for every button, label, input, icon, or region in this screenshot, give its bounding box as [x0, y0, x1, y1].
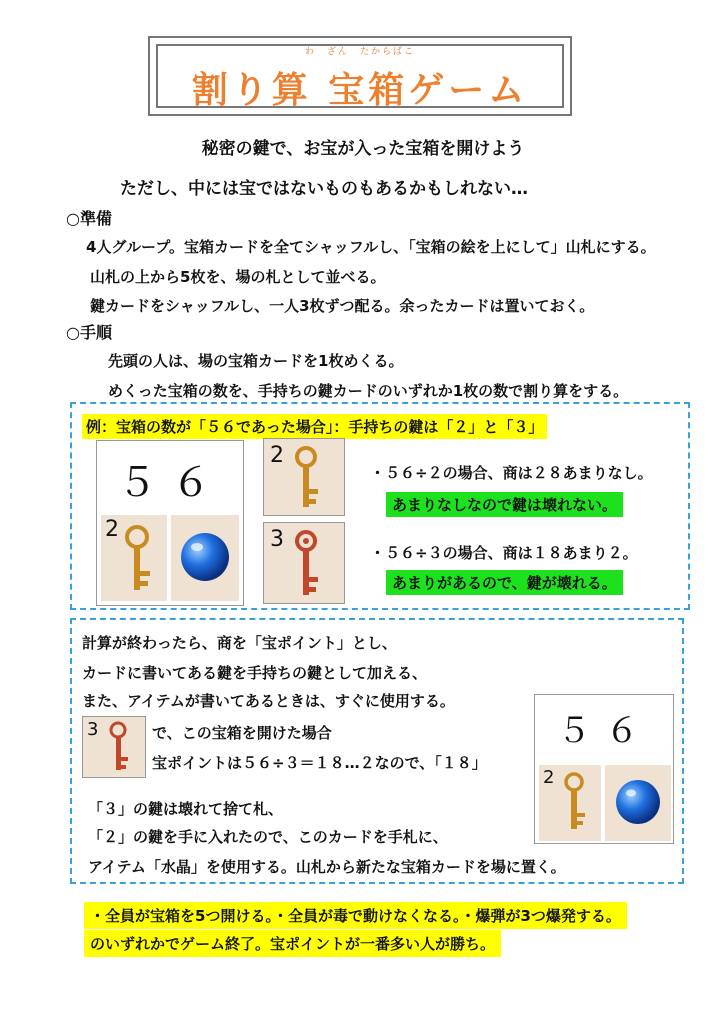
gold-key-icon — [286, 445, 326, 513]
crystal-orb-icon — [614, 778, 662, 826]
result-1-note: あまりなしなので鍵は壊れない。 — [386, 492, 623, 517]
end-line-1: ・全員が宝箱を5つ開ける。・全員が毒で動けなくなる。・爆弾が3つ爆発する。 — [84, 902, 627, 929]
small-key-card-3 — [82, 716, 146, 778]
result-1: ・５６÷２の場合、商は２８あまりなし。 — [370, 464, 653, 482]
prep-line-3: 鍵カードをシャッフルし、一人3枚ずつ配る。余ったカードは置いておく。 — [90, 297, 595, 315]
rules-line-2: カードに書いてある鍵を手持ちの鍵として加える、 — [82, 664, 428, 682]
treasure-number: ５６ — [117, 460, 225, 506]
rules-treasure-number: ５６ — [557, 711, 653, 751]
crystal-orb-icon — [179, 531, 231, 583]
small-key-number: 3 — [87, 719, 99, 740]
intro-line-2: ただし、中には宝ではないものもあるかもしれない… — [120, 179, 528, 199]
gold-key-icon — [557, 771, 591, 835]
intro-line-1: 秘密の鍵で、お宝が入った宝箱を開けよう — [201, 139, 525, 159]
red-key-icon — [103, 721, 133, 775]
rules-line-7: 「２」の鍵を手に入れたので、このカードを手札に、 — [88, 828, 448, 846]
result-2: ・５６÷３の場合、商は１８あまり２。 — [370, 544, 638, 562]
orb-tile — [171, 515, 239, 601]
rules-line-8: アイテム「水晶」を使用する。山札から新たな宝箱カードを場に置く。 — [88, 858, 566, 876]
key-card-2 — [263, 438, 345, 516]
key-tile — [101, 515, 167, 601]
rules-line-1: 計算が終わったら、商を「宝ポイント」とし、 — [82, 634, 397, 652]
key-card-3 — [263, 522, 345, 604]
gold-key-icon — [115, 523, 159, 597]
key-card-2-number: 2 — [270, 443, 284, 468]
rules-key-number: 2 — [543, 767, 555, 788]
rules-line-3: また、アイテムが書いてあるときは、すぐに使用する。 — [82, 692, 455, 710]
title-box — [148, 36, 572, 116]
key-number: 2 — [105, 517, 119, 542]
steps-line-2: めくった宝箱の数を、手持ちの鍵カードのいずれか1枚の数で割り算をする。 — [108, 382, 629, 400]
example-banner: 例：宝箱の数が「５６であった場合」：手持ちの鍵は「２」と「３」 — [82, 414, 547, 439]
title-ruby: わ ざん たからばこ — [304, 47, 415, 57]
red-key-icon — [286, 529, 326, 601]
rules-orb-tile — [605, 765, 671, 841]
prep-heading: ○準備 — [66, 209, 112, 228]
prep-line-2: 山札の上から5枚を、場の札として並べる。 — [90, 268, 386, 286]
treasure-card — [96, 440, 244, 606]
page-title: 割り算 宝箱ゲーム — [191, 70, 529, 111]
steps-line-1: 先頭の人は、場の宝箱カードを1枚めくる。 — [108, 352, 404, 370]
rules-line-6: 「３」の鍵は壊れて捨て札、 — [88, 800, 284, 818]
end-line-2: のいずれかでゲーム終了。宝ポイントが一番多い人が勝ち。 — [84, 930, 501, 957]
rules-line-5: 宝ポイントは５６÷３＝１８…２なので、「１８」 — [152, 754, 487, 772]
key-card-3-number: 3 — [270, 527, 284, 552]
steps-heading: ○手順 — [66, 323, 112, 342]
rules-key-tile — [539, 765, 601, 841]
rules-treasure-card — [534, 694, 674, 844]
prep-line-1: 4人グループ。宝箱カードを全てシャッフルし、「宝箱の絵を上にして」山札にする。 — [86, 238, 656, 256]
result-2-note: あまりがあるので、鍵が壊れる。 — [386, 570, 623, 595]
rules-line-4: で、この宝箱を開けた場合 — [152, 724, 332, 742]
